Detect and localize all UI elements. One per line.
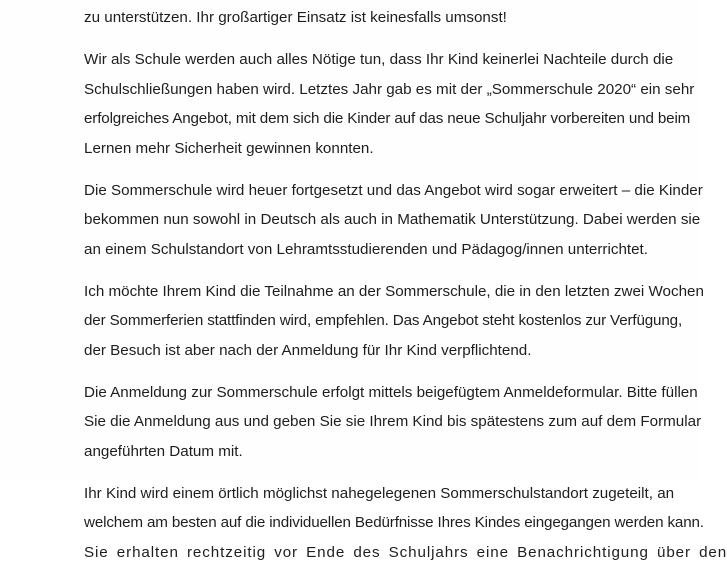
text-line: bekommen nun sowohl in Deutsch als auch in Mathematik Unterstützung. Dabei werden sie [84,211,701,228]
text-line: Ich möchte Ihrem Kind die Teilnahme an der Sommerschule, die in den letzten zwei Wochen [84,282,704,300]
paragraph-4 [84,277,704,366]
text-line: erfolgreiches Angebot, mit dem sich die Kinder auf das neue Schuljahr vorbereiten und beim [84,110,691,127]
paragraph-3 [84,176,703,265]
text-line: Sie erhalten rechtzeitig vor Ende des Schuljahrs eine Benachrichtigung über den [84,543,727,561]
text-line: der Besuch ist aber nach der Anmeldung für Ihr Kind verpflichtend. [84,341,532,359]
text-line: zu unterstützen. Ihr großartiger Einsatz ist keinesfalls umsonst! [84,9,507,26]
letter-body [84,3,727,580]
text-line: welchem am besten auf die individuellen Bedürfnisse Ihres Kindes eingegangen werden kann. [84,514,704,531]
paragraph-5 [84,378,702,467]
paragraph-1 [84,3,614,33]
text-line: Ihr Kind wird einem örtlich möglichst nahegelegenen Sommerschulstandort zugeteilt, an [84,484,675,502]
text-line: an einem Schulstandort von Lehramtsstudierenden und Pädagog/innen unterrichtet. [84,240,648,258]
text-line: Die Anmeldung zur Sommerschule erfolgt mittels beigefügtem Anmeldeformular. Bitte füllen [84,383,698,401]
text-line: Die Sommerschule wird heuer fortgesetzt und das Angebot wird sogar erweitert – die Kinder [84,181,703,199]
text-line: angeführten Datum mit. [84,442,243,460]
paragraph-2 [84,45,695,163]
text-line: der Sommerferien stattfinden wird, empfehlen. Das Angebot steht kostenlos zur Verfügung, [84,312,683,329]
text-line: Wir als Schule werden auch alles Nötige tun, dass Ihr Kind keinerlei Nachteile durch die [84,51,674,68]
text-line: Lernen mehr Sicherheit gewinnen konnten. [84,139,374,157]
text-line: Schulschließungen haben wird. Letztes Jahr gab es mit der „Sommerschule 2020“ ein sehr [84,80,695,98]
text-line: Sie die Anmeldung aus und geben Sie sie Ihrem Kind bis spätestens zum auf dem Formular [84,413,702,430]
paragraph-6 [84,479,727,568]
